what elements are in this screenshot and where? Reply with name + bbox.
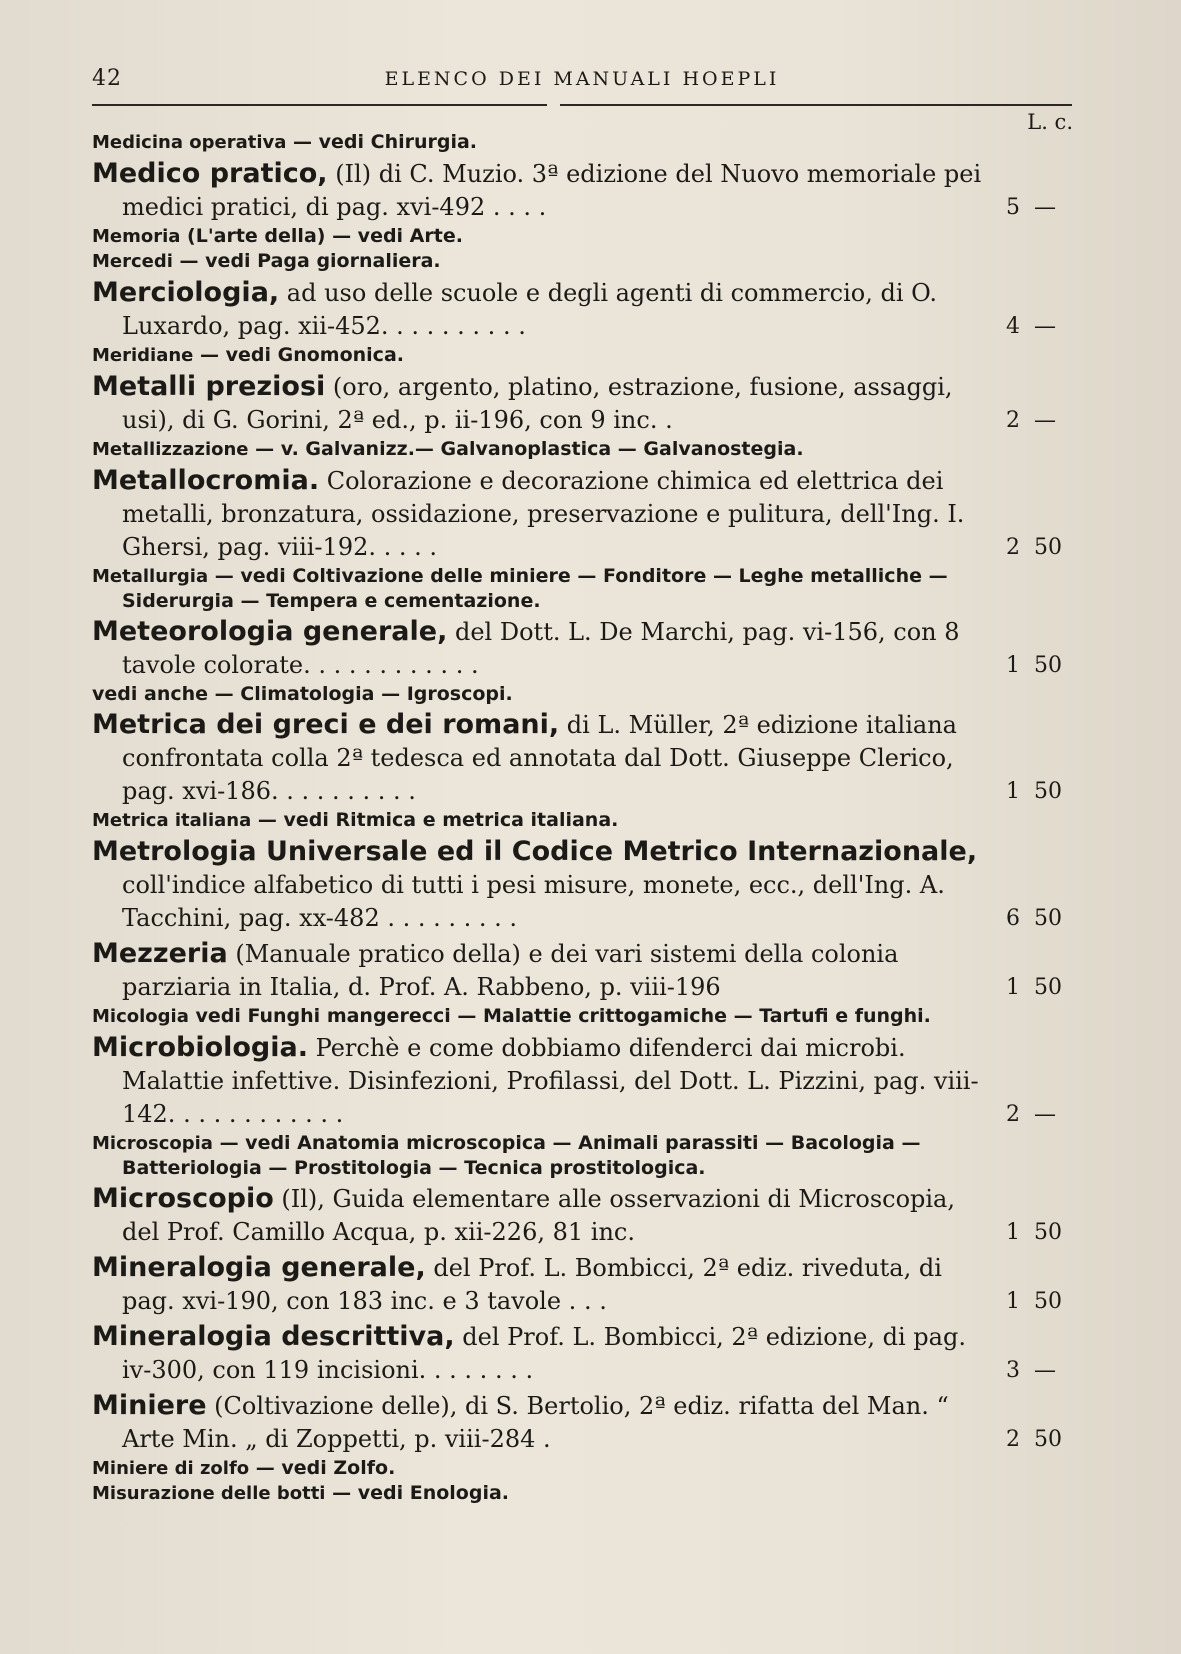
entry-body: [92, 276, 992, 343]
entry-keyword: Miniere: [92, 1390, 207, 1421]
entry-body: [92, 564, 992, 613]
entry-price: [994, 775, 1072, 808]
catalog-entry: [92, 343, 1072, 368]
entry-body: [92, 130, 992, 155]
price-centesimi: 50: [1034, 535, 1062, 560]
entry-keyword: Metrica dei greci e dei romani,: [92, 709, 560, 740]
catalog-entry: [92, 1251, 1072, 1318]
catalog-entry: [92, 437, 1072, 462]
entry-keyword: Metallurgia: [92, 566, 209, 587]
entry-description: — vedi Coltivazione delle miniere — Fonditore — Leghe metalliche — Siderurgia — Tempera e cementazione.: [122, 565, 948, 612]
entry-keyword: Metrologia Universale ed il Codice Metrico Internazionale,: [92, 836, 978, 867]
entry-keyword: Memoria: [92, 226, 181, 247]
entry-body: [92, 1004, 992, 1029]
entry-keyword: Mercedi: [92, 251, 173, 272]
catalog-entry: [92, 157, 1072, 224]
catalog-entry: [92, 808, 1072, 833]
entry-body: [92, 937, 992, 1004]
entry-keyword: Mineralogia generale,: [92, 1252, 426, 1283]
entry-description: Colorazione e decorazione chimica ed elettrica dei metalli, bronzatura, ossidazione, preservazione e pulitura, dell'Ing. I. Ghersi, pag. viii-192. . . . .: [122, 467, 965, 561]
catalog-entry: [92, 1320, 1072, 1387]
catalog-entry: [92, 1131, 1072, 1180]
entry-description: — v. Galvanizz.— Galvanoplastica — Galvanostegia.: [248, 438, 804, 460]
entry-keyword: Meteorologia generale,: [92, 616, 448, 647]
entry-keyword: Metalli preziosi: [92, 371, 326, 402]
entry-price: [994, 902, 1072, 935]
currency-column-header: L. c.: [1027, 110, 1073, 134]
entry-body: [92, 464, 992, 564]
entry-body: [92, 224, 992, 249]
entry-body: [92, 1481, 992, 1506]
entry-description: (Il), Guida elementare alle osservazioni di Microscopia, del Prof. Camillo Acqua, p. xii-226, 81 inc.: [122, 1185, 955, 1246]
entry-description: — vedi Chirurgia.: [286, 131, 478, 153]
entry-body: [92, 835, 992, 935]
price-lire: 4: [1006, 314, 1020, 339]
catalog-entry: [92, 276, 1072, 343]
entry-description: — vedi Paga giornaliera.: [172, 250, 441, 272]
catalog-entry: [92, 130, 1072, 155]
entry-description: — vedi Gnomonica.: [193, 344, 404, 366]
catalog-entry: [92, 835, 1072, 935]
entry-description: (L'arte della) — vedi Arte.: [180, 225, 463, 247]
price-centesimi: 50: [1034, 1220, 1062, 1245]
entry-keyword: Metallocromia.: [92, 465, 320, 496]
entry-price: [994, 1098, 1072, 1131]
entry-price: [994, 310, 1072, 343]
entry-description: ad uso delle scuole e degli agenti di commercio, di O. Luxardo, pag. xii-452. . . . . . . . . .: [122, 279, 938, 340]
entry-body: [92, 343, 992, 368]
entry-price: [994, 1423, 1072, 1456]
price-centesimi: 50: [1034, 1289, 1062, 1314]
catalog-entry: [92, 249, 1072, 274]
price-lire: 1: [1006, 779, 1020, 804]
entry-description: di L. Müller, 2ª edizione italiana confrontata colla 2ª tedesca ed annotata dal Dott. Giuseppe Clerico, pag. xvi-186. . . . . . . . . .: [122, 711, 957, 805]
entry-description: — vedi Enologia.: [325, 1482, 509, 1504]
catalog-entry: [92, 1481, 1072, 1506]
price-centesimi: 50: [1034, 779, 1062, 804]
entry-keyword: Metrica italiana: [92, 810, 252, 831]
catalog-entry: [92, 1456, 1072, 1481]
price-centesimi: —: [1034, 1102, 1056, 1127]
catalog-entry: [92, 1004, 1072, 1029]
catalog-entry: [92, 615, 1072, 682]
price-lire: 1: [1006, 1220, 1020, 1245]
price-lire: 2: [1006, 1427, 1020, 1452]
entry-keyword: Mezzeria: [92, 938, 228, 969]
entry-description: — vedi Anatomia microscopica — Animali parassiti — Bacologia — Batteriologia — Prostitologia — Tecnica prostitologica.: [122, 1132, 921, 1179]
price-lire: 3: [1006, 1358, 1020, 1383]
entry-body: [92, 682, 992, 706]
price-centesimi: —: [1034, 1358, 1056, 1383]
entry-keyword: Microscopia: [92, 1133, 213, 1154]
entry-body: [92, 249, 992, 274]
entry-keyword: Misurazione delle botti: [92, 1483, 326, 1504]
price-centesimi: —: [1034, 408, 1056, 433]
entry-price: [994, 1354, 1072, 1387]
entry-body: [92, 1031, 992, 1131]
catalog-entry: [92, 224, 1072, 249]
entry-body: [92, 1251, 992, 1318]
catalog-entry: [92, 1182, 1072, 1249]
entry-description: (Coltivazione delle), di S. Bertolio, 2ª ediz. rifatta del Man. “ Arte Min. „ di Zoppetti, p. viii-284 .: [122, 1392, 949, 1453]
catalog-list: [92, 130, 1072, 1506]
price-lire: 1: [1006, 1289, 1020, 1314]
entry-description: vedi Funghi mangerecci — Malattie crittogamiche — Tartufi e funghi.: [188, 1005, 931, 1027]
header-rule-right: [560, 104, 1072, 106]
entry-body: [92, 1456, 992, 1481]
entry-description: (oro, argento, platino, estrazione, fusione, assaggi, usi), di G. Gorini, 2ª ed., p. ii-196, con 9 inc. .: [122, 373, 953, 434]
entry-price: [994, 191, 1072, 224]
entry-description: coll'indice alfabetico di tutti i pesi misure, monete, ecc., dell'Ing. A. Tacchini, pag. xx-482 . . . . . . . . .: [122, 871, 945, 932]
entry-body: [92, 615, 992, 682]
entry-keyword: Mineralogia descrittiva,: [92, 1321, 455, 1352]
entry-description: — vedi Zolfo.: [249, 1457, 396, 1479]
price-centesimi: 50: [1034, 906, 1062, 931]
entry-keyword: Medicina operativa: [92, 132, 287, 153]
price-lire: 6: [1006, 906, 1020, 931]
entry-body: [92, 157, 992, 224]
entry-price: [994, 531, 1072, 564]
entry-price: [994, 971, 1072, 1004]
entry-body: [92, 808, 992, 833]
catalog-entry: [92, 682, 1072, 706]
entry-keyword: Microbiologia.: [92, 1032, 308, 1063]
price-centesimi: 50: [1034, 1427, 1062, 1452]
catalog-entry: [92, 937, 1072, 1004]
entry-price: [994, 649, 1072, 682]
entry-price: [994, 1285, 1072, 1318]
entry-body: [92, 1389, 992, 1456]
price-lire: 2: [1006, 408, 1020, 433]
entry-body: [92, 1320, 992, 1387]
header-rule-left: [92, 104, 547, 106]
catalog-entry: [92, 464, 1072, 564]
entry-body: [92, 708, 992, 808]
price-lire: 1: [1006, 653, 1020, 678]
entry-keyword: Microscopio: [92, 1183, 274, 1214]
entry-price: [994, 1216, 1072, 1249]
entry-body: [92, 370, 992, 437]
price-lire: 2: [1006, 1102, 1020, 1127]
catalog-entry: [92, 370, 1072, 437]
catalog-entry: [92, 564, 1072, 613]
price-lire: 2: [1006, 535, 1020, 560]
entry-body: [92, 1182, 992, 1249]
price-lire: 1: [1006, 975, 1020, 1000]
entry-keyword: Merciologia,: [92, 277, 280, 308]
entry-description: del Dott. L. De Marchi, pag. vi-156, con 8 tavole colorate. . . . . . . . . . . .: [122, 618, 960, 679]
entry-keyword: Medico pratico,: [92, 158, 328, 189]
entry-body: [92, 437, 992, 462]
entry-description: del Prof. L. Bombicci, 2ª ediz. riveduta, di pag. xvi-190, con 183 inc. e 3 tavole . . .: [122, 1254, 942, 1315]
entry-description: del Prof. L. Bombicci, 2ª edizione, di pag. iv-300, con 119 incisioni. . . . . . . .: [122, 1323, 966, 1384]
price-lire: 5: [1006, 195, 1020, 220]
page-number: 42: [92, 66, 122, 91]
catalog-entry: [92, 1389, 1072, 1456]
entry-keyword: Meridiane: [92, 345, 194, 366]
price-centesimi: 50: [1034, 975, 1062, 1000]
running-title: ELENCO DEI MANUALI HOEPLI: [384, 68, 780, 90]
entry-keyword: Micologia: [92, 1006, 189, 1027]
page-header: [92, 66, 1072, 94]
entry-keyword: Metallizzazione: [92, 439, 249, 460]
entry-description: — vedi Ritmica e metrica italiana.: [251, 809, 619, 831]
catalog-entry: [92, 1031, 1072, 1131]
price-centesimi: 50: [1034, 653, 1062, 678]
entry-keyword: Miniere di zolfo: [92, 1458, 250, 1479]
price-centesimi: —: [1034, 314, 1056, 339]
entry-description: vedi anche — Climatologia — Igroscopi.: [92, 683, 513, 705]
entry-description: Perchè e come dobbiamo difenderci dai microbi. Malattie infettive. Disinfezioni, Profilassi, del Dott. L. Pizzini, pag. viii-142. . . . . . . . . . . .: [122, 1034, 979, 1128]
catalog-entry: [92, 708, 1072, 808]
entry-description: (Manuale pratico della) e dei vari sistemi della colonia parziaria in Italia, d. Prof. A. Rabbeno, p. viii-196: [122, 940, 899, 1001]
entry-price: [994, 404, 1072, 437]
entry-description: (Il) di C. Muzio. 3ª edizione del Nuovo memoriale pei medici pratici, di pag. xvi-492 . . . .: [122, 160, 982, 221]
price-centesimi: —: [1034, 195, 1056, 220]
entry-body: [92, 1131, 992, 1180]
